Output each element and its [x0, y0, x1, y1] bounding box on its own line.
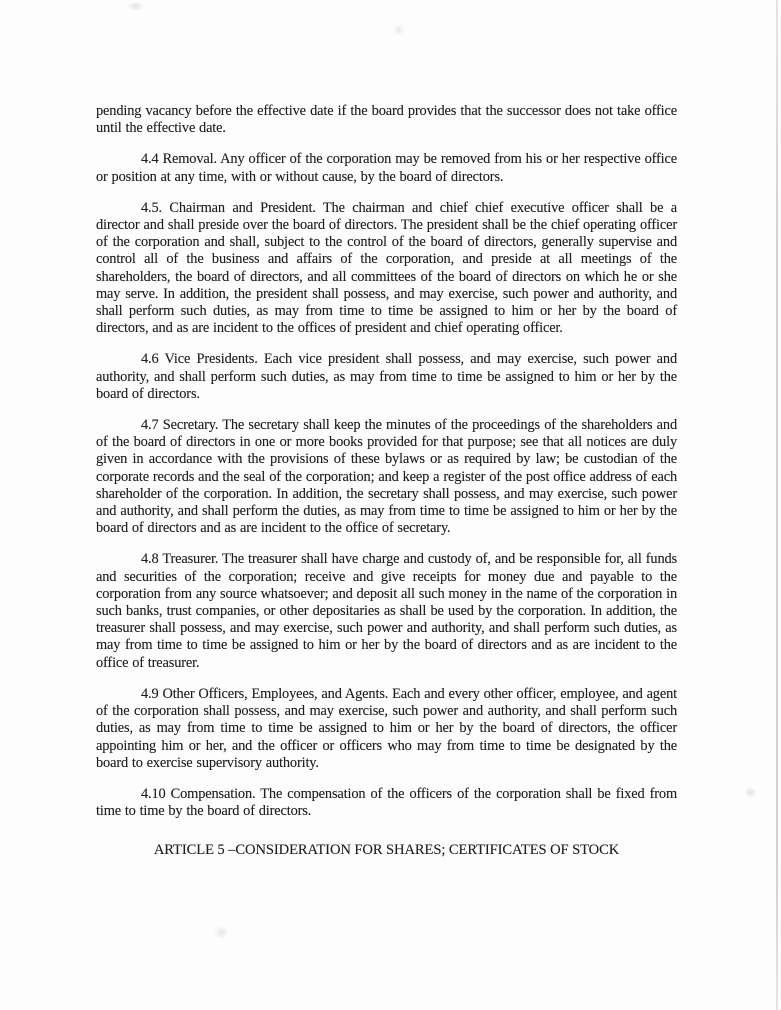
paragraph-continuation: pending vacancy before the effective date if the board provides that the successor does not take office until the effective date. — [96, 103, 677, 137]
scan-edge-line — [776, 0, 778, 1010]
paragraph-4-10-compensation: 4.10 Compensation. The compensation of the officers of the corporation shall be fixed from time to time by the board of directors. — [96, 785, 677, 820]
paragraph-4-8-treasurer: 4.8 Treasurer. The treasurer shall have charge and custody of, and be responsible for, all funds and securities of the corporation; receive and give receipts for money due and payable to the corporation from any source whatsoever; and deposit all such money in the name of the corporation in such banks, trust companies, or other depositaries as shall be used by the corporation. In addition, the treasurer shall possess, and may exercise, such power and authority, and shall perform such duties, as may from time to time be assigned to him or her by the board of directors and as are incident to the office of treasurer. — [96, 551, 677, 671]
paragraph-4-4-removal: 4.4 Removal. Any officer of the corporation may be removed from his or her respective office or position at any time, with or without cause, by the board of directors. — [96, 151, 677, 185]
document-body — [96, 103, 677, 859]
scan-smudge-top-center — [393, 24, 405, 36]
scan-smudge-top-left — [127, 1, 144, 11]
paragraph-4-7-secretary: 4.7 Secretary. The secretary shall keep the minutes of the proceedings of the shareholders and of the board of directors in one or more books provided for that purpose; see that all notices are duly given in accordance with the provisions of these bylaws or as required by law; be custodian of the corporate records and the seal of the corporation; and keep a register of the post office address of each shareholder of the corporation. In addition, the secretary shall possess, and may exercise, such power and authority, and shall perform the duties, as may from time to time be assigned to him or her by the board of directors and as are incident to the office of secretary. — [96, 417, 677, 537]
article-5-heading: ARTICLE 5 –CONSIDERATION FOR SHARES; CERTIFICATES OF STOCK — [153, 842, 620, 859]
paragraph-4-6-vice-presidents: 4.6 Vice Presidents. Each vice president shall possess, and may exercise, such power and authority, and shall perform such duties, as may from time to time be assigned to him or her by the board of directors. — [96, 351, 677, 402]
paragraph-4-9-other-officers-employees-agents: 4.9 Other Officers, Employees, and Agents. Each and every other officer, employee, and agent of the corporation shall possess, and may exercise, such power and authority, and shall perform such duties, as may from time to time be assigned to him or her by the board of directors, the officer appointing him or her, and the officer or officers who may from time to time be designated by the board to exercise supervisory authority. — [96, 685, 677, 771]
scan-smudge-right-margin — [744, 787, 757, 798]
scan-smudge-bottom-left — [214, 926, 229, 939]
paragraph-4-5-chairman-and-president: 4.5. Chairman and President. The chairman and chief chief executive officer shall be a director and shall preside over the board of directors. The president shall be the chief operating officer of the corporation and shall, subject to the control of the board of directors, generally supervise and control all of the business and affairs of the corporation, and preside at all meetings of the shareholders, the board of directors, and all committees of the board of directors on which he or she may serve. In addition, the president shall possess, and may exercise, such power and authority, and shall perform such duties, as may from time to time be assigned to him or her by the board of directors, and as are incident to the offices of president and chief operating officer. — [96, 199, 677, 337]
